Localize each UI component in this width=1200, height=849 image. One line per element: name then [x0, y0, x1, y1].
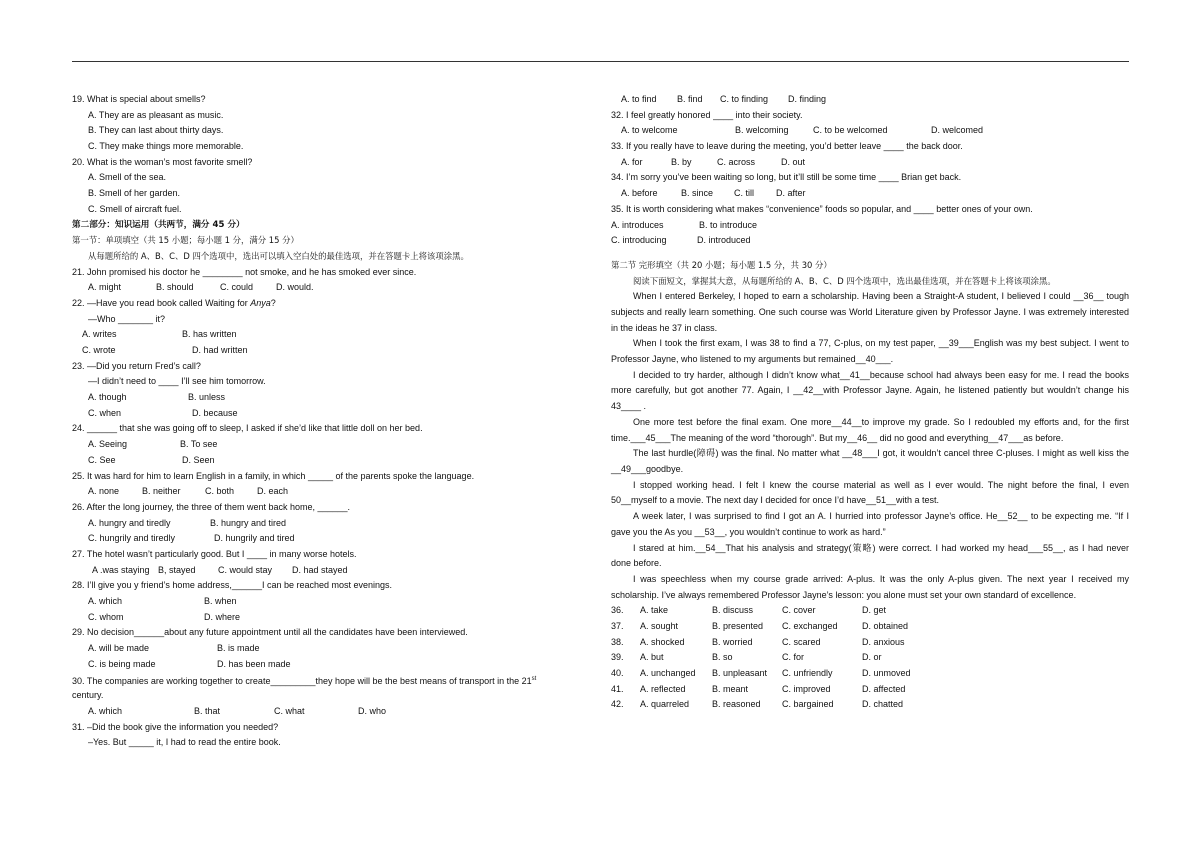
option-d: D. hungrily and tired: [214, 533, 295, 544]
q20-stem: 20. What is the woman’s most favorite smell?: [72, 156, 253, 167]
q33-stem: 33. If you really have to leave during the meeting, you’d better leave ____ the back door.: [611, 141, 963, 152]
q22-options-row1: [72, 327, 590, 343]
option-b: B. find: [677, 94, 703, 104]
option-c: C. across: [717, 156, 756, 167]
option-b: B. has written: [182, 329, 237, 340]
option-c: C. when: [88, 407, 122, 418]
option-b: B. to introduce: [699, 219, 758, 230]
option-a: A. though: [88, 392, 127, 403]
q30-stem: 30. The companies are working together to create_________they hope will be the best means of transport in the 21st: [72, 676, 537, 687]
section2-instructions: 阅读下面短文，掌握其大意，从每题所给的 A、B、C、D 四个选项中，选出最佳选项，并在答题卡上将该项涂黑。: [633, 275, 1056, 286]
cloze-option-row: 37. A. sought B. presented C. exchanged D. obtained: [611, 621, 909, 632]
q24-stem: 24. ______ that she was going off to sleep, I asked if she’d like that little doll on her bed.: [72, 423, 423, 434]
option-b: B, stayed: [158, 564, 196, 575]
q24-options-row2: [72, 453, 590, 469]
q20-option-a: A. Smell of the sea.: [88, 172, 167, 183]
option-c: C. what: [274, 705, 305, 716]
q20-option-c: C. Smell of aircraft fuel.: [88, 203, 182, 214]
book-title: Anya: [250, 297, 271, 308]
option-d: D. Seen: [182, 454, 215, 465]
option-b: B. that: [194, 705, 221, 716]
option-c: C. introducing: [611, 235, 667, 246]
option-b: B. by: [671, 156, 692, 167]
q22-options-row2: [72, 343, 590, 359]
option-d: D. where: [204, 611, 241, 622]
option-d: D. welcomed: [931, 125, 984, 136]
q23-reply: —I didn’t need to ____ I’ll see him tomorrow.: [88, 376, 266, 387]
q28-options-row2: [72, 610, 590, 626]
passage-paragraph-1: When I entered Berkeley, I hoped to earn a scholarship. Having been a Straight-A student, I believed I could __36__ tough subjects and really learn something. One such course was World Literature given by Professor Jayne. I was extremely interested in the ideas he 37 in class.: [611, 291, 1129, 333]
option-c: C. to be welcomed: [813, 125, 888, 136]
option-d: D. each: [257, 486, 289, 497]
q22-reply: —Who _______ it?: [88, 313, 166, 324]
q30-options: [72, 704, 590, 720]
passage-paragraph-6: I stopped working head. I felt I knew the course material as well as I ever would. The night before the final, I even 50__myself to a movie. The next day I decided for once I’d have__51__with a test.: [611, 479, 1129, 506]
q19-stem: 19. What is special about smells?: [72, 94, 206, 104]
cloze-option-row: 42. A. quarreled B. reasoned C. bargained D. chatted: [611, 699, 904, 710]
q24-options-row1: [72, 437, 590, 453]
option-a: A. which: [88, 705, 123, 716]
section1-instructions: 从每题所给的 A、B、C、D 四个选项中，选出可以填入空白处的最佳选项，并在答题卡上将该项涂黑。: [88, 250, 469, 261]
q35-options-row1: [611, 218, 1129, 234]
option-c: C. See: [88, 454, 116, 465]
option-c: C. both: [205, 486, 235, 497]
q23-stem: 23. —Did you return Fred’s call?: [72, 360, 201, 371]
q23-options-row1: [72, 390, 590, 406]
passage-paragraph-9: I was speechless when my course grade arrived: A-plus. It was the only A-plus given. The next year I received my scholarship. I’ve always remembered Professor Jayne’s lesson: you alone must set your own standard of excellence.: [611, 573, 1129, 600]
option-c: C. hungrily and tiredly: [88, 533, 176, 544]
option-d: D. had stayed: [292, 564, 348, 575]
cloze-option-row: 36. A. take B. discuss C. cover D. get: [611, 605, 887, 616]
q26-options-row1: [72, 516, 590, 532]
option-b: B. should: [156, 282, 194, 293]
q35-options-row2: [611, 233, 1129, 249]
option-d: D. who: [358, 705, 387, 716]
option-b: B. welcoming: [735, 125, 789, 136]
option-c: C. till: [734, 188, 754, 199]
q28-stem: 28. I’ll give you y friend’s home address,______I can be reached most evenings.: [72, 580, 393, 591]
section1-title: 第一节：单项填空（共 15 小题；每小题 1 分，满分 15 分）: [72, 235, 299, 246]
option-d: D. would.: [276, 282, 314, 293]
option-d: D. finding: [788, 94, 827, 104]
option-b: B. To see: [180, 439, 218, 450]
option-d: D. had written: [192, 345, 248, 355]
option-b: B. since: [681, 188, 714, 199]
q32-options: [611, 123, 1129, 139]
q19-option-a: A. They are as pleasant as music.: [88, 109, 224, 120]
option-a: A. for: [621, 156, 643, 167]
option-b: B. is made: [217, 643, 260, 654]
q19-option-b: B. They can last about thirty days.: [88, 125, 224, 136]
q23-options-row2: [72, 406, 590, 422]
q26-stem: 26. After the long journey, the three of them went back home, ______.: [72, 501, 351, 512]
passage-paragraph-2: When I took the first exam, I was 38 to find a 77, C-plus, on my test paper, __39___English was my best subject. I went to Professor Jayne, who listened to my arguments but remained__40___.: [611, 338, 1129, 365]
passage-paragraph-4: One more test before the final exam. One more__44__to improve my grade. So I redoubled my efforts and, for the first time.___45___The meaning of the word “thorough”. But my__46__ did no good and everything__47___as before.: [611, 416, 1129, 443]
q27-stem: 27. The hotel wasn’t particularly good. But I ____ in many worse hotels.: [72, 548, 357, 559]
option-d: D. after: [776, 188, 806, 199]
option-c: C. would stay: [218, 564, 273, 575]
q26-options-row2: [72, 531, 590, 547]
q20-option-b: B. Smell of her garden.: [88, 188, 181, 199]
cloze-option-row: 41. A. reflected B. meant C. improved D. affected: [611, 683, 906, 694]
option-b: B. hungry and tired: [210, 517, 287, 528]
q32-stem: 32. I feel greatly honored ____ into their society.: [611, 109, 803, 120]
passage-paragraph-5: The last hurdle(障碍) was the final. No matter what __48___I got, it wouldn’t cancel three C-pluses. I might as well kiss the __49___goodbye.: [611, 448, 1129, 474]
q29-options-row2: [72, 657, 590, 673]
option-a: A. before: [621, 188, 658, 199]
q21-options: [72, 280, 590, 296]
top-rule: [72, 61, 1129, 62]
option-a: A. Seeing: [88, 439, 128, 450]
right-column: [611, 92, 1129, 713]
left-column: [72, 92, 590, 751]
q19-option-c: C. They make things more memorable.: [88, 141, 244, 152]
passage-paragraph-7: A week later, I was surprised to find I got an A. I hurried into professor Jayne’s office. He__52__ to be expecting me. “If I gave you the As you __53__, you wouldn’t continue to work as hard.”: [611, 511, 1129, 537]
option-a: A. which: [88, 596, 123, 606]
option-c: C. is being made: [88, 658, 156, 669]
option-a: A. might: [88, 282, 122, 293]
option-a: A. writes: [82, 329, 117, 340]
q25-options: [72, 484, 590, 500]
option-a: A. hungry and tiredly: [88, 517, 171, 528]
q29-options-row1: [72, 641, 590, 657]
cloze-options: [611, 603, 1129, 713]
option-b: B. unless: [188, 392, 226, 403]
option-a: A .was staying: [92, 564, 150, 575]
q27-options: [72, 563, 590, 579]
option-c: C. whom: [88, 611, 124, 622]
option-b: B. neither: [142, 486, 181, 497]
part2-title: 第二部分：知识运用（共两节，满分 45 分）: [72, 219, 245, 230]
q28-options-row1: [72, 594, 590, 610]
option-c: C. to finding: [720, 94, 769, 104]
option-a: A. will be made: [88, 643, 150, 654]
option-c: C. could: [220, 282, 254, 293]
cloze-option-row: 39. A. but B. so C. for D. or: [611, 652, 882, 663]
q22-stem: 22. —Have you read book called Waiting for Anya?: [72, 297, 276, 308]
cloze-option-row: 38. A. shocked B. worried C. scared D. anxious: [611, 636, 905, 647]
q31-options: [611, 92, 1129, 108]
option-c: C. wrote: [82, 345, 116, 355]
passage-paragraph-8: I stared at him.__54__That his analysis and strategy(策略) were correct. I had worked my head___55__, as I had never done before.: [611, 542, 1129, 569]
option-a: A. none: [88, 486, 120, 497]
option-d: D. has been made: [217, 658, 291, 669]
option-a: A. to welcome: [621, 125, 678, 136]
option-b: B. when: [204, 596, 237, 606]
cloze-option-row: 40. A. unchanged B. unpleasant C. unfriendly D. unmoved: [611, 668, 911, 679]
ordinal-suffix: st: [531, 676, 537, 683]
q21-stem: 21. John promised his doctor he ________ not smoke, and he has smoked ever since.: [72, 266, 417, 277]
q31-reply: –Yes. But _____ it, I had to read the entire book.: [88, 737, 281, 748]
q34-options: [611, 186, 1129, 202]
q25-stem: 25. It was hard for him to learn English in a family, in which _____ of the parents spoke the language.: [72, 470, 475, 481]
option-a: A. to find: [621, 94, 657, 104]
q33-options: [611, 155, 1129, 171]
q30-stem-continued: century.: [72, 690, 104, 701]
q34-stem: 34. I’m sorry you’ve been waiting so long, but it’ll still be some time ____ Brian get back.: [611, 172, 962, 183]
option-d: D. because: [192, 407, 238, 418]
q31-stem: 31. –Did the book give the information you needed?: [72, 721, 279, 732]
option-a: A. introduces: [611, 219, 664, 230]
q29-stem: 29. No decision______about any future appointment until all the candidates have been interviewed.: [72, 627, 468, 638]
q35-stem: 35. It is worth considering what makes “convenience” foods so popular, and ____ better ones of your own.: [611, 203, 1033, 214]
passage-paragraph-3: I decided to try harder, although I didn’t know what__41__because school had always been easy for me. I read the books more carefully, but got another 77. Again, I __42__with Professor Jayne. Again, he listened patiently but wouldn’t change his 43____ .: [611, 369, 1129, 412]
option-d: D. introduced: [697, 235, 751, 246]
option-d: D. out: [781, 156, 806, 167]
section2-title: 第二节 完形填空（共 20 小题；每小题 1.5 分，共 30 分）: [611, 259, 832, 270]
